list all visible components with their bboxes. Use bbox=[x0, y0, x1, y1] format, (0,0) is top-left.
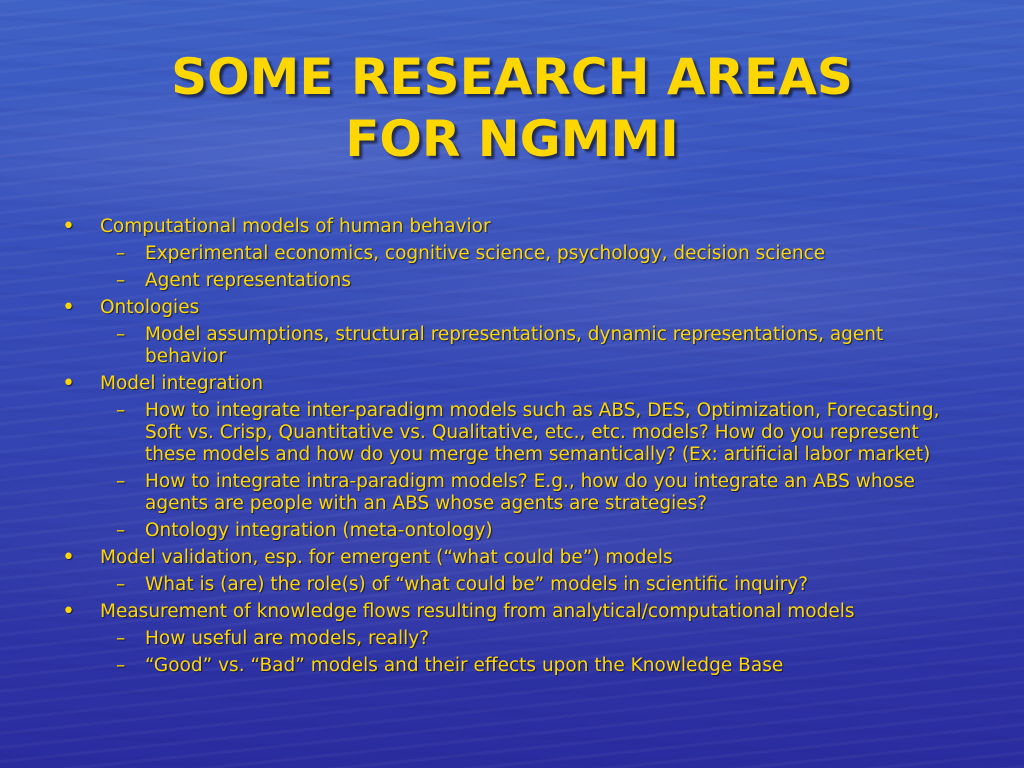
sub-bullet-text: How to integrate inter-paradigm models such as ABS, DES, Optimization, Forecasting, Soft vs. Crisp, Quantitative vs. Qualitative, etc., etc. models? How do you represent these models and how do you merge them semantically? (Ex: artificial labor market) bbox=[145, 400, 940, 465]
dash-icon: – bbox=[116, 520, 126, 541]
sub-bullet-item bbox=[100, 400, 960, 466]
bullet-icon: • bbox=[62, 371, 75, 396]
sub-bullet-item bbox=[100, 270, 960, 292]
dash-icon: – bbox=[116, 400, 126, 421]
slide-title-line-2: FOR NGMMI bbox=[345, 110, 679, 168]
sub-bullet-list bbox=[100, 628, 960, 677]
dash-icon: – bbox=[116, 471, 126, 492]
sub-bullet-list bbox=[100, 400, 960, 542]
sub-bullet-item bbox=[100, 471, 960, 515]
sub-bullet-item bbox=[100, 520, 960, 542]
dash-icon: – bbox=[116, 324, 126, 345]
sub-bullet-text: How useful are models, really? bbox=[145, 628, 430, 649]
sub-bullet-text: Ontology integration (meta-ontology) bbox=[145, 520, 493, 541]
sub-bullet-item bbox=[100, 324, 960, 368]
bullet-text: Model validation, esp. for emergent (“what could be”) models bbox=[100, 547, 673, 568]
bullet-text: Measurement of knowledge flows resulting from analytical/computational models bbox=[100, 601, 855, 622]
bullet-text: Computational models of human behavior bbox=[100, 216, 491, 237]
sub-bullet-text: Experimental economics, cognitive science, psychology, decision science bbox=[145, 243, 826, 264]
dash-icon: – bbox=[116, 628, 126, 649]
bullet-icon: • bbox=[62, 295, 75, 320]
sub-bullet-list bbox=[100, 243, 960, 292]
bullet-list bbox=[60, 216, 960, 677]
sub-bullet-item bbox=[100, 655, 960, 677]
sub-bullet-list bbox=[100, 324, 960, 368]
bullet-icon: • bbox=[62, 599, 75, 624]
sub-bullet-list bbox=[100, 574, 960, 596]
dash-icon: – bbox=[116, 270, 126, 291]
sub-bullet-text: Agent representations bbox=[145, 270, 351, 291]
bullet-item bbox=[60, 547, 960, 596]
slide-title-line-1: SOME RESEARCH AREAS bbox=[171, 48, 853, 106]
bullet-icon: • bbox=[62, 545, 75, 570]
slide-title bbox=[0, 46, 1024, 170]
bullet-text: Model integration bbox=[100, 373, 264, 394]
sub-bullet-item bbox=[100, 628, 960, 650]
bullet-item bbox=[60, 373, 960, 542]
slide-body bbox=[60, 216, 960, 682]
bullet-text: Ontologies bbox=[100, 297, 200, 318]
bullet-item bbox=[60, 216, 960, 292]
dash-icon: – bbox=[116, 655, 126, 676]
sub-bullet-text: How to integrate intra-paradigm models? E.g., how do you integrate an ABS whose agents are people with an ABS whose agents are strategies? bbox=[145, 471, 915, 514]
sub-bullet-text: What is (are) the role(s) of “what could be” models in scientific inquiry? bbox=[145, 574, 809, 595]
sub-bullet-item bbox=[100, 574, 960, 596]
bullet-item bbox=[60, 601, 960, 677]
bullet-item bbox=[60, 297, 960, 368]
sub-bullet-text: “Good” vs. “Bad” models and their effects upon the Knowledge Base bbox=[145, 655, 784, 676]
dash-icon: – bbox=[116, 574, 126, 595]
sub-bullet-text: Model assumptions, structural representations, dynamic representations, agent behavior bbox=[145, 324, 884, 367]
dash-icon: – bbox=[116, 243, 126, 264]
bullet-icon: • bbox=[62, 214, 75, 239]
sub-bullet-item bbox=[100, 243, 960, 265]
